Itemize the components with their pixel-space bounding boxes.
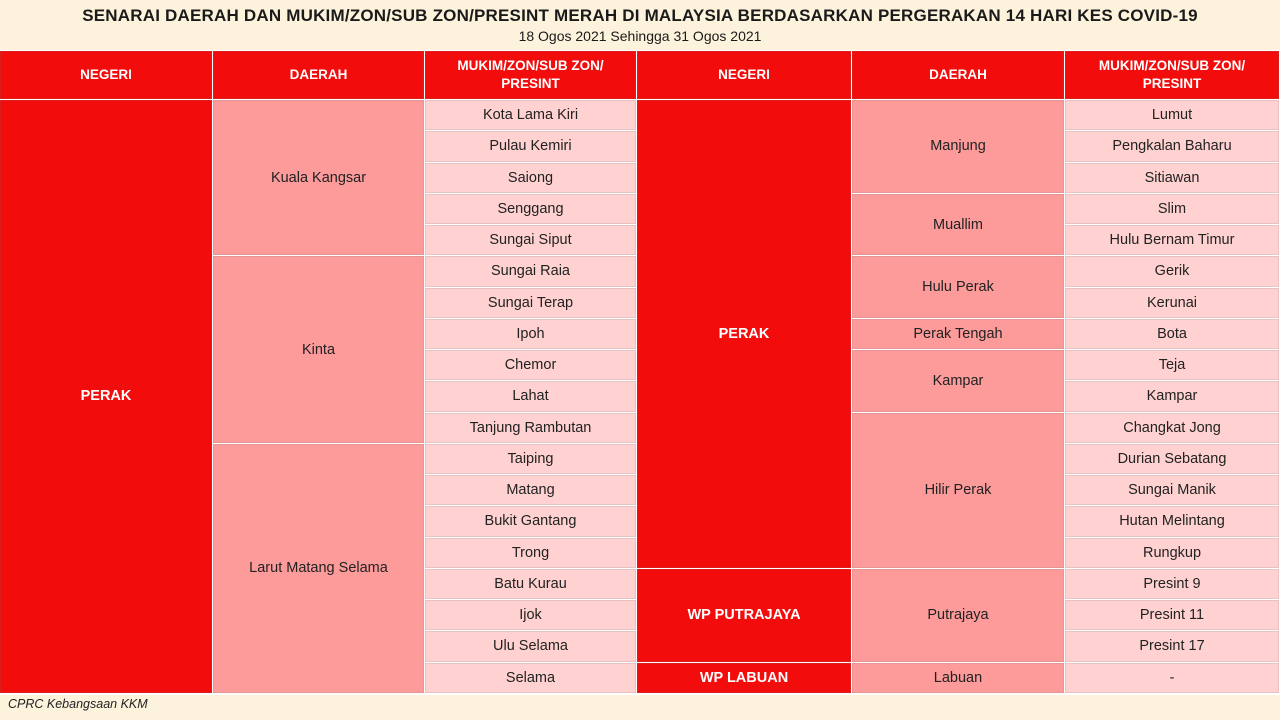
report-date-range: 18 Ogos 2021 Sehingga 31 Ogos 2021: [518, 28, 762, 44]
mukim-cell: Taiping: [425, 444, 637, 475]
mukim-cell: Kota Lama Kiri: [425, 100, 637, 131]
mukim-cell: Kampar: [1065, 381, 1280, 412]
mukim-cell: Bota: [1065, 319, 1280, 350]
district-cell: Larut Matang Selama: [213, 444, 425, 694]
report-title: SENARAI DAERAH DAN MUKIM/ZON/SUB ZON/PRESINT MERAH DI MALAYSIA BERDASARKAN PERGERAKAN 14 HARI KES COVID-19: [82, 6, 1198, 25]
header-daerah-right: DAERAH: [852, 51, 1065, 100]
mukim-cell: Batu Kurau: [425, 569, 637, 600]
header-mukim-left: MUKIM/ZON/SUB ZON/ PRESINT: [425, 51, 637, 100]
mukim-cell: Selama: [425, 663, 637, 694]
mukim-cell: Sungai Manik: [1065, 475, 1280, 506]
mukim-cell: Presint 17: [1065, 631, 1280, 662]
mukim-cell: Sungai Raia: [425, 256, 637, 287]
mukim-cell: Senggang: [425, 194, 637, 225]
district-cell: Kampar: [852, 350, 1065, 413]
mukim-cell: Lahat: [425, 381, 637, 412]
mukim-cell: Matang: [425, 475, 637, 506]
district-cell: Kinta: [213, 256, 425, 444]
mukim-cell: Kerunai: [1065, 288, 1280, 319]
district-cell: Kuala Kangsar: [213, 100, 425, 256]
mukim-cell: Ulu Selama: [425, 631, 637, 662]
header-negeri-right: NEGERI: [637, 51, 852, 100]
mukim-cell: Gerik: [1065, 256, 1280, 287]
mukim-cell: Ijok: [425, 600, 637, 631]
header-daerah-left: DAERAH: [213, 51, 425, 100]
mukim-cell: Sungai Siput: [425, 225, 637, 256]
district-cell: Labuan: [852, 663, 1065, 694]
district-cell: Perak Tengah: [852, 319, 1065, 350]
mukim-cell: Pengkalan Baharu: [1065, 131, 1280, 162]
state-cell: PERAK: [0, 100, 213, 694]
header-negeri-left: NEGERI: [0, 51, 213, 100]
district-cell: Hulu Perak: [852, 256, 1065, 319]
district-cell: Manjung: [852, 100, 1065, 194]
state-cell: PERAK: [637, 100, 852, 569]
mukim-cell: Lumut: [1065, 100, 1280, 131]
source-footer: CPRC Kebangsaan KKM: [8, 697, 148, 711]
mukim-cell: Tanjung Rambutan: [425, 413, 637, 444]
red-zone-table: [0, 50, 1280, 695]
mukim-cell: Chemor: [425, 350, 637, 381]
mukim-cell: Ipoh: [425, 319, 637, 350]
mukim-cell: Presint 9: [1065, 569, 1280, 600]
mukim-cell: Sitiawan: [1065, 163, 1280, 194]
mukim-cell: Sungai Terap: [425, 288, 637, 319]
header-mukim-right: MUKIM/ZON/SUB ZON/ PRESINT: [1065, 51, 1280, 100]
mukim-cell: Bukit Gantang: [425, 506, 637, 537]
district-cell: Muallim: [852, 194, 1065, 257]
report-header: [0, 0, 1280, 50]
mukim-cell: Presint 11: [1065, 600, 1280, 631]
state-cell: WP PUTRAJAYA: [637, 569, 852, 663]
mukim-cell: Teja: [1065, 350, 1280, 381]
mukim-cell: Rungkup: [1065, 538, 1280, 569]
mukim-cell: Hulu Bernam Timur: [1065, 225, 1280, 256]
mukim-cell: Trong: [425, 538, 637, 569]
state-cell: WP LABUAN: [637, 663, 852, 694]
mukim-cell: Changkat Jong: [1065, 413, 1280, 444]
mukim-cell: Pulau Kemiri: [425, 131, 637, 162]
mukim-cell: -: [1065, 663, 1280, 694]
district-cell: Hilir Perak: [852, 413, 1065, 569]
mukim-cell: Hutan Melintang: [1065, 506, 1280, 537]
mukim-cell: Durian Sebatang: [1065, 444, 1280, 475]
mukim-cell: Saiong: [425, 163, 637, 194]
mukim-cell: Slim: [1065, 194, 1280, 225]
district-cell: Putrajaya: [852, 569, 1065, 663]
